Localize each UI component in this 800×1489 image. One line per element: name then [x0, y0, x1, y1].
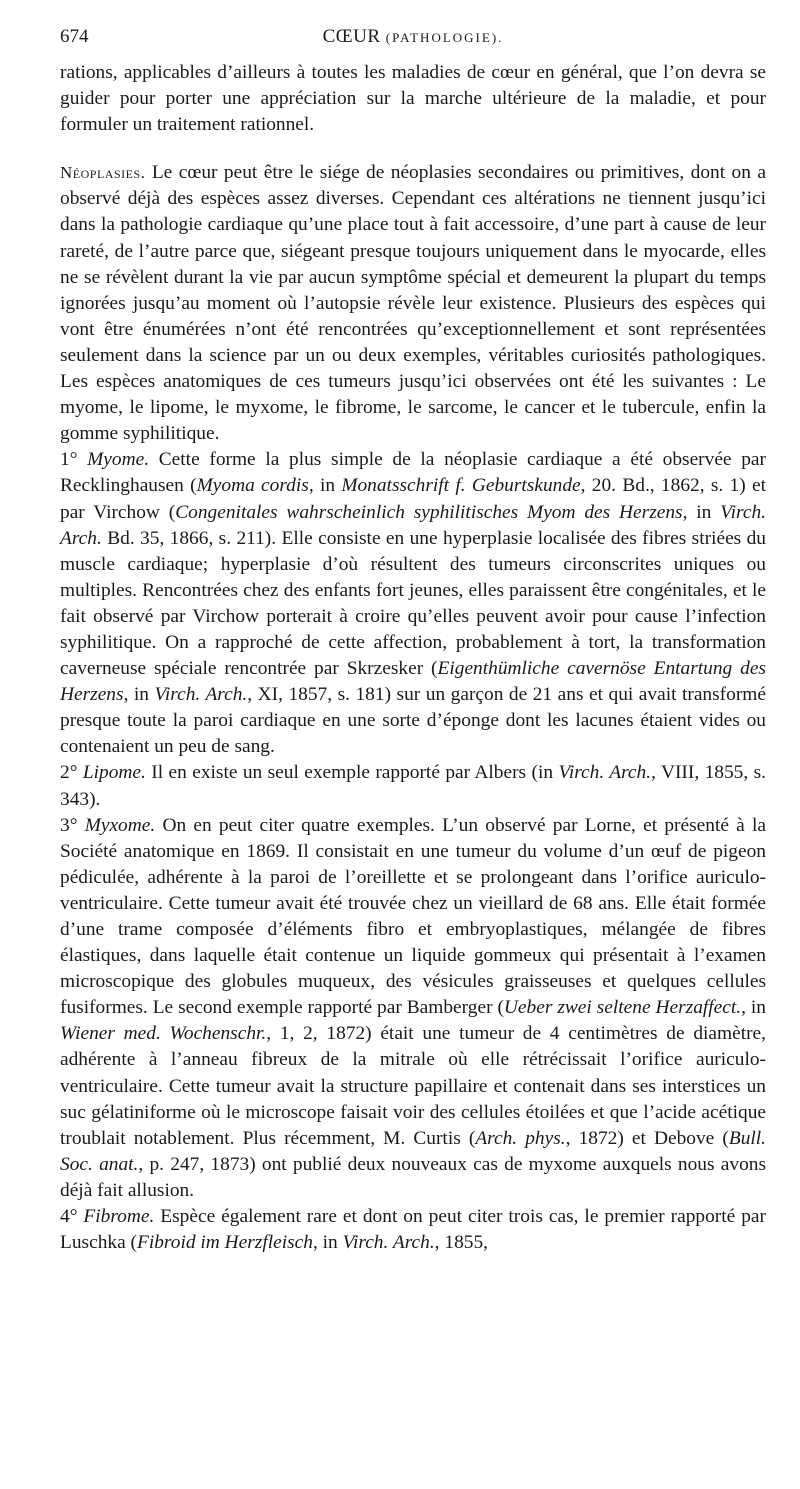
text-run: , in [123, 684, 155, 706]
citation-journal: Virch. Arch. [342, 1232, 435, 1254]
running-title-sub: (PATHOLOGIE). [385, 30, 504, 45]
citation-journal: Virch. Arch. [558, 762, 652, 784]
text-run: Espèce également rare et dont on peut citer trois cas, le premier rapporté par Luschka ( [60, 1206, 766, 1254]
paragraph-text: Le cœur peut être le siége de néoplasies secondaires ou primitives, dont on a observé déjà des espèces assez diverses. Cependant ces altérations ne tiennent jusqu’ici dans la pathologie cardiaque qu’une place tout à fait accessoire, d’une part à cause de leur rareté, de l’autre parce que, siégeant presque toujours uniquement dans le myocarde, elles ne se révèlent durant la vie par aucun symptôme spécial et demeurent la plupart du temps ignorées jusqu’au moment où l’autopsie révèle leur existence. Plusieurs des espèces qui vont être énumérées n’ont été rencontrées qu’exceptionnellement et sont représentées seulement dans la science par un ou deux exemples, véritables curiosités pathologiques. Les espèces anatomiques de ces tumeurs jusqu’ici observées ont été les suivantes : Le myome, le lipome, le myxome, le fibrome, le sarcome, le cancer et le tubercule, enfin la gomme syphilitique. [60, 162, 766, 445]
paragraph-myxome [60, 813, 766, 1204]
citation-title: Fibroid im Herzfleisch [137, 1232, 313, 1254]
citation-title: Congenitales wahrscheinlich syphilitisches Myom des Herzens [175, 501, 683, 523]
item-number: 4° [60, 1206, 78, 1228]
citation-journal: Arch. phys. [475, 1127, 566, 1149]
citation-title: Eigenthümliche cavernöse Entartung des Herzens [60, 658, 766, 706]
text-run: , XI, 1857, s. 181) sur un garçon de 21 ans et qui avait transformé presque toute la paroi cardiaque en une sorte d’éponge dont les lacunes étaient vides ou contenaient un peu de sang. [60, 684, 766, 758]
text-run: , in [308, 475, 342, 497]
paragraph-continuation [60, 60, 766, 138]
text-run: , 1872) et Debove ( [565, 1127, 729, 1149]
page [60, 26, 766, 1256]
citation-journal: Bull. Soc. anat. [60, 1127, 767, 1175]
text-run: , 1855, [434, 1232, 488, 1254]
citation-title: Ueber zwei seltene Herzaffect. [503, 997, 742, 1019]
citation-journal: Wiener med. Wochenschr. [60, 1023, 267, 1045]
text-run: , in [312, 1232, 343, 1254]
item-heading-myome: Myome. [87, 449, 150, 471]
text-run: , VIII, 1855, s. 343). [60, 762, 767, 810]
section-gap [60, 138, 766, 160]
text-run: Il en existe un seul exemple rapporté par Albers (in [145, 762, 559, 784]
running-title-main: CŒUR [322, 26, 381, 47]
item-number: 3° [60, 814, 78, 836]
text-run: On en peut citer quatre exemples. L’un observé par Lorne, et présenté à la Société anatomique en 1869. Il consistait en une tumeur du volume d’un œuf de pigeon pédiculée, adhérente à la paroi de l’oreillette et se prolongeant dans l’orifice auriculo-ventriculaire. Cette tumeur avait été trouvée chez un vieillard de 68 ans. Elle était formée d’une trame composée d’éléments fibro et embryoplastiques, mélangée de fibres élastiques, dans laquelle était contenue un liquide gommeux qui présentait à l’examen microscopique des globules muqueux, des vésicules graisseuses et quelques cellules fusiformes. Le second exemple rapporté par Bamberger ( [60, 814, 766, 1019]
paragraph-lipome [60, 760, 766, 812]
running-title [60, 26, 766, 48]
item-number: 2° [60, 762, 78, 784]
citation-journal: Virch. Arch. [154, 684, 248, 706]
item-heading-myxome: Myxome. [84, 814, 156, 836]
paragraph-neoplasies [60, 160, 766, 447]
text-run: Bd. 35, 1866, s. 211). Elle consiste en une hyperplasie localisée des fibres striées du muscle cardiaque; hyperplasie d’où résultent des tumeurs circonscrites uniques ou multiples. Rencontrées chez des enfants fort jeunes, elles paraissent être congénitales, et le fait observé par Virchow porterait à croire qu’elles peuvent avoir pour cause l’infection syphilitique. On a rapproché de cette affection, probablement à tort, la transformation caverneuse spéciale rencontrée par Skrzesker ( [60, 527, 766, 680]
text-run: , 1, 2, 1872) était une tumeur de 4 centimètres de diamètre, adhérente à l’anneau fibreux de la mitrale où elle rétrécissait l’orifice auriculo-ventriculaire. Cette tumeur avait la structure papillaire et contenait dans ses interstices un suc gélatiniforme où le microscope faisait voir des cellules étoilées et que l’acide acétique troublait notablement. Plus récemment, M. Curtis ( [60, 1023, 766, 1149]
paragraph-fibrome [60, 1204, 766, 1256]
citation-journal: Monatsschrift f. Geburtskunde [341, 475, 581, 497]
item-heading-fibrome: Fibrome. [83, 1206, 155, 1228]
text-run: Cette forme la plus simple de la néoplasie cardiaque a été observée par Recklinghausen ( [60, 449, 766, 497]
text-run: , 20. Bd., 1862, s. 1) et par Virchow ( [60, 475, 766, 523]
section-heading-neoplasies: Néoplasies. [60, 163, 146, 183]
paragraph-text: rations, applicables d’ailleurs à toutes les maladies de cœur en général, que l’on devra se guider pour porter une appréciation sur la marche ultérieure de la maladie, et pour formuler un traitement rationnel. [60, 62, 766, 136]
item-number: 1° [60, 449, 78, 471]
text-run: , p. 247, 1873) ont publié deux nouveaux cas de myxome auxquels nous avons déjà fait allusion. [60, 1153, 767, 1201]
text-run: , in [682, 501, 721, 523]
running-header [60, 26, 766, 52]
item-heading-lipome: Lipome. [82, 762, 146, 784]
citation-title: Myoma cordis [196, 475, 309, 497]
text-run: , in [741, 997, 766, 1019]
paragraph-myome [60, 447, 766, 760]
page-number: 674 [60, 26, 89, 47]
citation-journal: Virch. Arch. [60, 501, 766, 549]
